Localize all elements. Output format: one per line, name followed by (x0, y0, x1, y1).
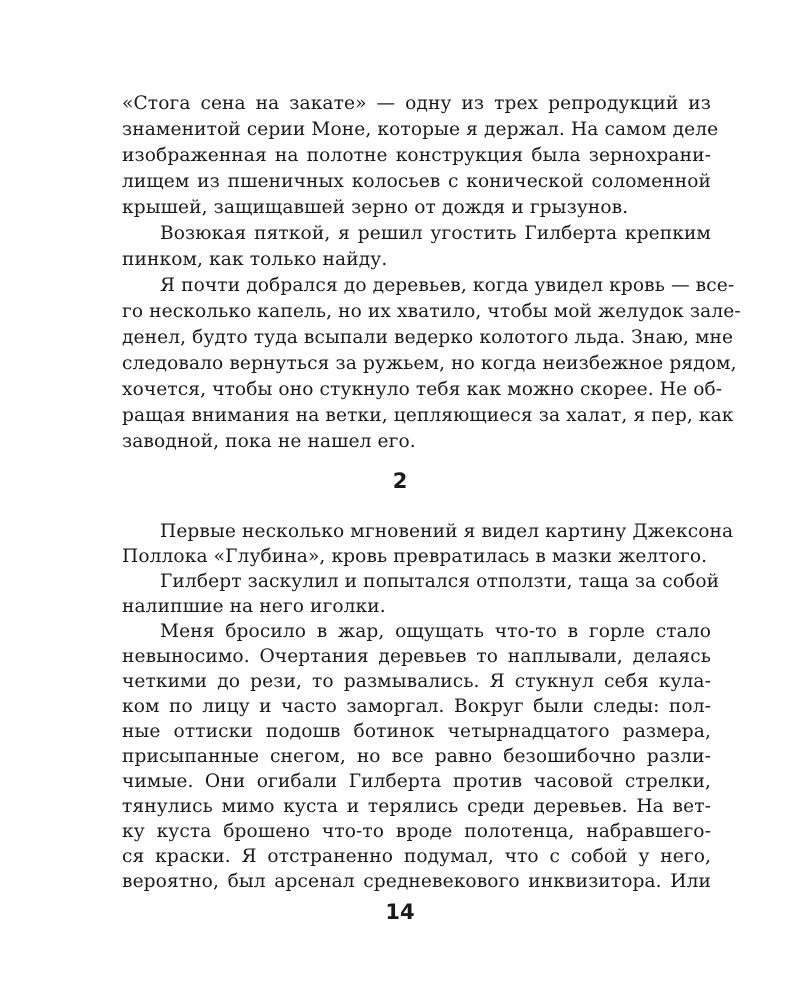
text-line: вероятно, был арсенал средневекового инквизитора. Или (122, 871, 711, 892)
text-line: знаменитой серии Моне, которые я держал. На самом деле (122, 119, 719, 140)
text-line: пинком, как только найду. (122, 249, 388, 270)
text-line: Я почти добрался до деревьев, когда увидел кровь — все- (160, 275, 735, 296)
page-number: 14 (385, 900, 415, 924)
text-line: невыносимо. Очертания деревьев то наплывали, делаясь (122, 646, 711, 667)
text-line: ся краски. Я отстраненно подумал, что с собой у него, (122, 846, 711, 867)
text-line: следовало вернуться за ружьем, но когда неизбежное рядом, (122, 353, 737, 374)
text-line: ком по лицу и часто заморгал. Вокруг были следы: пол- (122, 696, 711, 717)
text-line: четкими до рези, то размывались. Я стукнул себя кула- (122, 671, 711, 692)
text-line: присыпанные снегом, но все равно безошибочно разли- (122, 746, 711, 767)
text-line: хочется, чтобы оно стукнуло тебя как можно скорее. Не об- (122, 379, 723, 400)
text-line: заводной, пока не нашел его. (122, 431, 416, 452)
text-line: ные оттиски подошв ботинок четырнадцатого размера, (122, 721, 711, 742)
text-line: тянулись мимо куста и терялись среди деревьев. На вет- (122, 796, 711, 817)
text-line: Меня бросило в жар, ощущать что-то в горле стало (160, 621, 711, 642)
text-line: го несколько капель, но их хватило, чтобы мой желудок зале- (122, 301, 741, 322)
text-line: изображенная на полотне конструкция была зернохрани- (122, 145, 711, 166)
text-line: Гилберт заскулил и попытался отползти, таща за собой (160, 571, 720, 592)
text-line: крышей, защищавшей зерно от дождя и грызунов. (122, 197, 629, 218)
text-line: Поллока «Глубина», кровь превратилась в мазки желтого. (122, 546, 708, 567)
text-line: денел, будто туда всыпали ведерко колотого льда. Знаю, мне (122, 327, 734, 348)
chapter-number: 2 (392, 469, 408, 493)
text-line: Первые несколько мгновений я видел картину Джексона (160, 521, 734, 542)
text-line: чимые. Они огибали Гилберта против часовой стрелки, (122, 771, 711, 792)
text-line: Возюкая пяткой, я решил угостить Гилберта крепким (160, 223, 711, 244)
text-line: налипшие на него иголки. (122, 596, 386, 617)
text-line: ращая внимания на ветки, цепляющиеся за халат, я пер, как (122, 405, 734, 426)
text-line: лищем из пшеничных колосьев с конической соломенной (122, 171, 711, 192)
text-line: ку куста брошено что-то вроде полотенца, набравшего- (122, 821, 711, 842)
text-line: «Стога сена на закате» — одну из трех репродукций из (122, 93, 711, 114)
